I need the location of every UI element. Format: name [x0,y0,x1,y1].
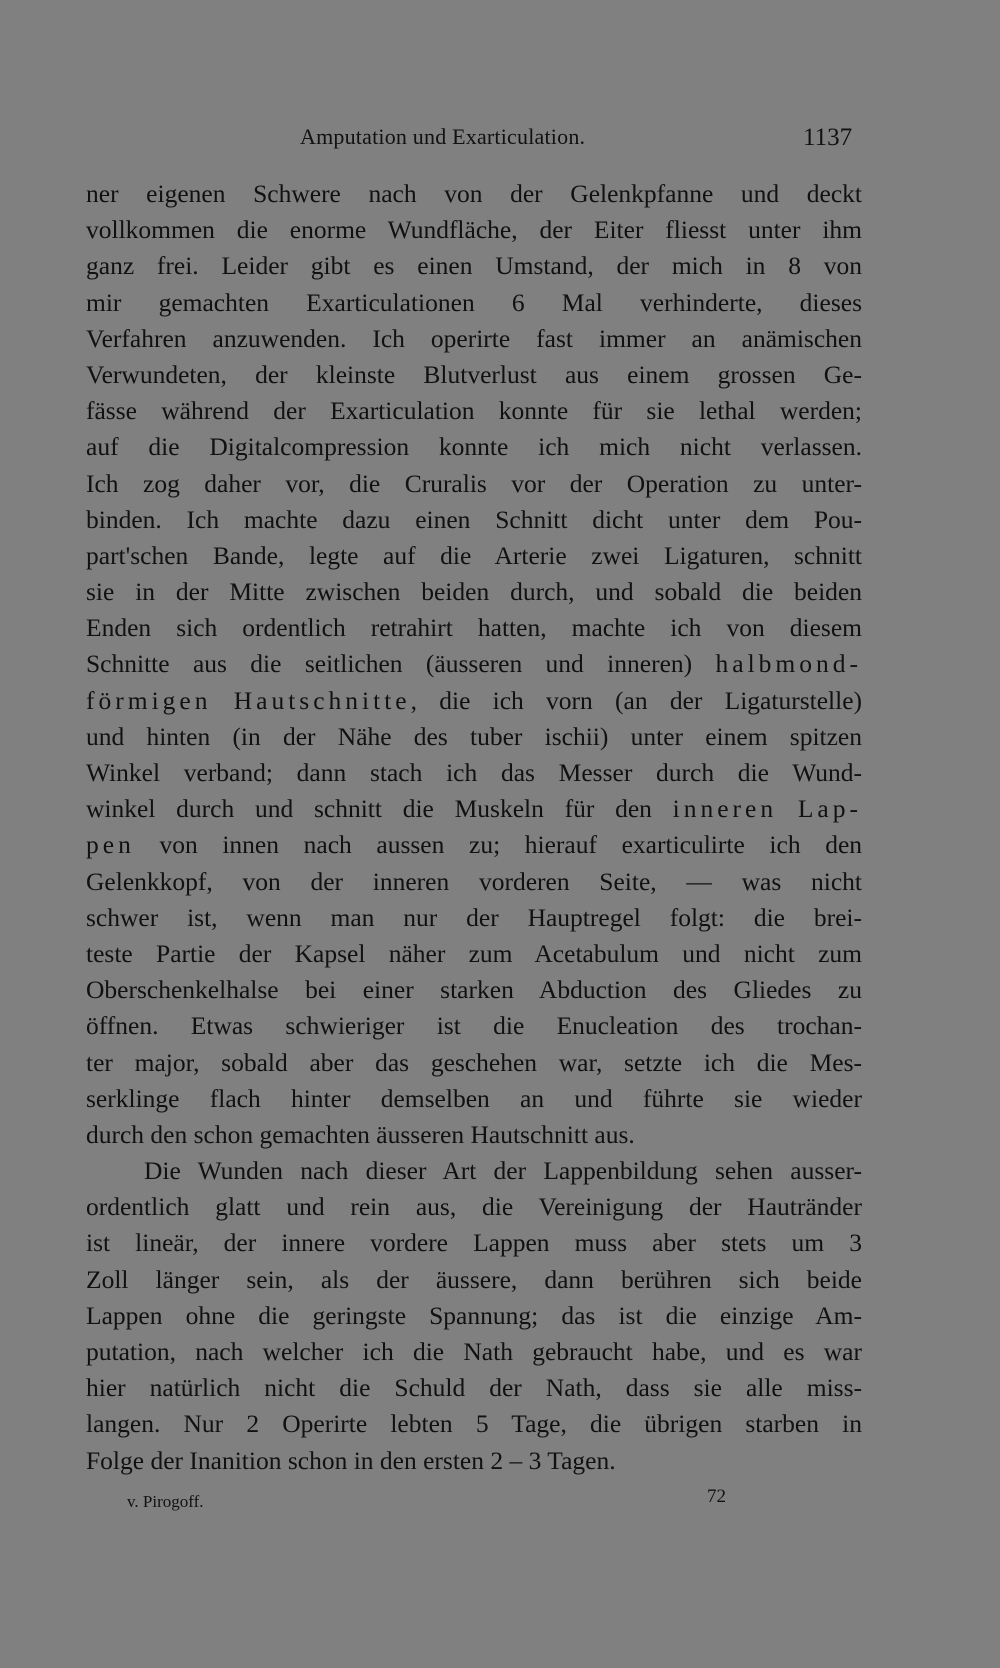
text-line: sie in der Mitte zwischen beiden durch, und sobald die beiden [86,577,862,607]
text-line: langen. Nur 2 Operirte lebten 5 Tage, die übrigen starben in [86,1409,862,1439]
spaced-word: halbmond- [715,649,862,679]
text-line [86,683,862,719]
text-line: mir gemachten Exarticulationen 6 Mal verhinderte, dieses [86,287,862,317]
text-line: Ich zog daher vor, die Cruralis vor der Operation zu unter- [86,468,862,498]
text-line: Gelenkkopf, von der inneren vorderen Seite, — was nicht [86,866,862,896]
text-line: und hinten (in der Nähe des tuber ischii) unter einem spitzen [86,721,862,751]
spaced-word: förmigen [86,685,212,715]
text-line [86,827,862,863]
text-line: binden. Ich machte dazu einen Schnitt dicht unter dem Pou- [86,504,862,534]
footer-signature: v. Pirogoff. [127,1492,204,1511]
text-line: ordentlich glatt und rein aus, die Vereinigung der Hautränder [86,1192,862,1222]
text-line: Oberschenkelhalse bei einer starken Abduction des Gliedes zu [86,975,862,1005]
text-line: hier natürlich nicht die Schuld der Nath, dass sie alle miss- [86,1373,862,1403]
text-segment: von innen nach aussen zu; hierauf exarticulirte ich den [159,830,863,860]
text-line: durch den schon gemachten äusseren Hautschnitt aus. [86,1119,635,1149]
text-line: öffnen. Etwas schwieriger ist die Enucleation des trochan- [86,1011,862,1041]
text-line: Verwundeten, der kleinste Blutverlust aus einem grossen Ge- [86,359,862,389]
text-line: Die Wunden nach dieser Art der Lappenbildung sehen ausser- [144,1156,862,1186]
text-segment: winkel durch und schnitt die Muskeln für den [86,794,652,824]
body-text [86,176,862,1479]
text-line: Zoll länger sein, als der äussere, dann berühren sich beide [86,1264,862,1294]
text-line: teste Partie der Kapsel näher zum Acetabulum und nicht zum [86,938,862,968]
spaced-word: inneren [672,794,778,824]
text-line: vollkommen die enorme Wundfläche, der Eiter fliesst unter ihm [86,215,862,245]
text-line: ganz frei. Leider gibt es einen Umstand, der mich in 8 von [86,251,862,281]
text-segment: , die ich vorn (an der Ligaturstelle) [410,685,863,715]
text-line: serklinge flach hinter demselben an und führte sie wieder [86,1083,862,1113]
spaced-word: Hautschnitte [233,685,411,715]
text-line: Lappen ohne die geringste Spannung; das ist die einzige Am- [86,1300,862,1330]
text-line: fässe während der Exarticulation konnte für sie lethal werden; [86,396,862,426]
text-line: ist lineär, der innere vordere Lappen muss aber stets um 3 [86,1228,862,1258]
spaced-word: Lap- [797,794,862,824]
text-line: ner eigenen Schwere nach von der Gelenkpfanne und deckt [86,179,862,208]
text-segment: Schnitte aus die seitlichen (äusseren und inneren) [86,649,693,679]
text-line: part'schen Bande, legte auf die Arterie zwei Ligaturen, schnitt [86,540,862,570]
text-line: putation, nach welcher ich die Nath gebraucht habe, und es war [86,1337,862,1366]
text-line [86,646,862,682]
text-line: Winkel verband; dann stach ich das Messer durch die Wund- [86,758,862,787]
text-line: Enden sich ordentlich retrahirt hatten, machte ich von diesem [86,613,862,643]
text-line: schwer ist, wenn man nur der Hauptregel folgt: die brei- [86,902,862,932]
running-header-title: Amputation und Exarticulation. [300,124,586,149]
spaced-word: pen [86,830,135,860]
sheet-number: 72 [707,1486,726,1507]
text-line: Folge der Inanition schon in den ersten 2 – 3 Tagen. [86,1445,616,1475]
text-line: ter major, sobald aber das geschehen war, setzte ich die Mes- [86,1047,862,1077]
text-line: Verfahren anzuwenden. Ich operirte fast immer an anämischen [86,323,862,353]
text-line: auf die Digitalcompression konnte ich mich nicht verlassen. [86,432,862,462]
page-number: 1137 [803,124,853,151]
text-line [86,791,862,827]
